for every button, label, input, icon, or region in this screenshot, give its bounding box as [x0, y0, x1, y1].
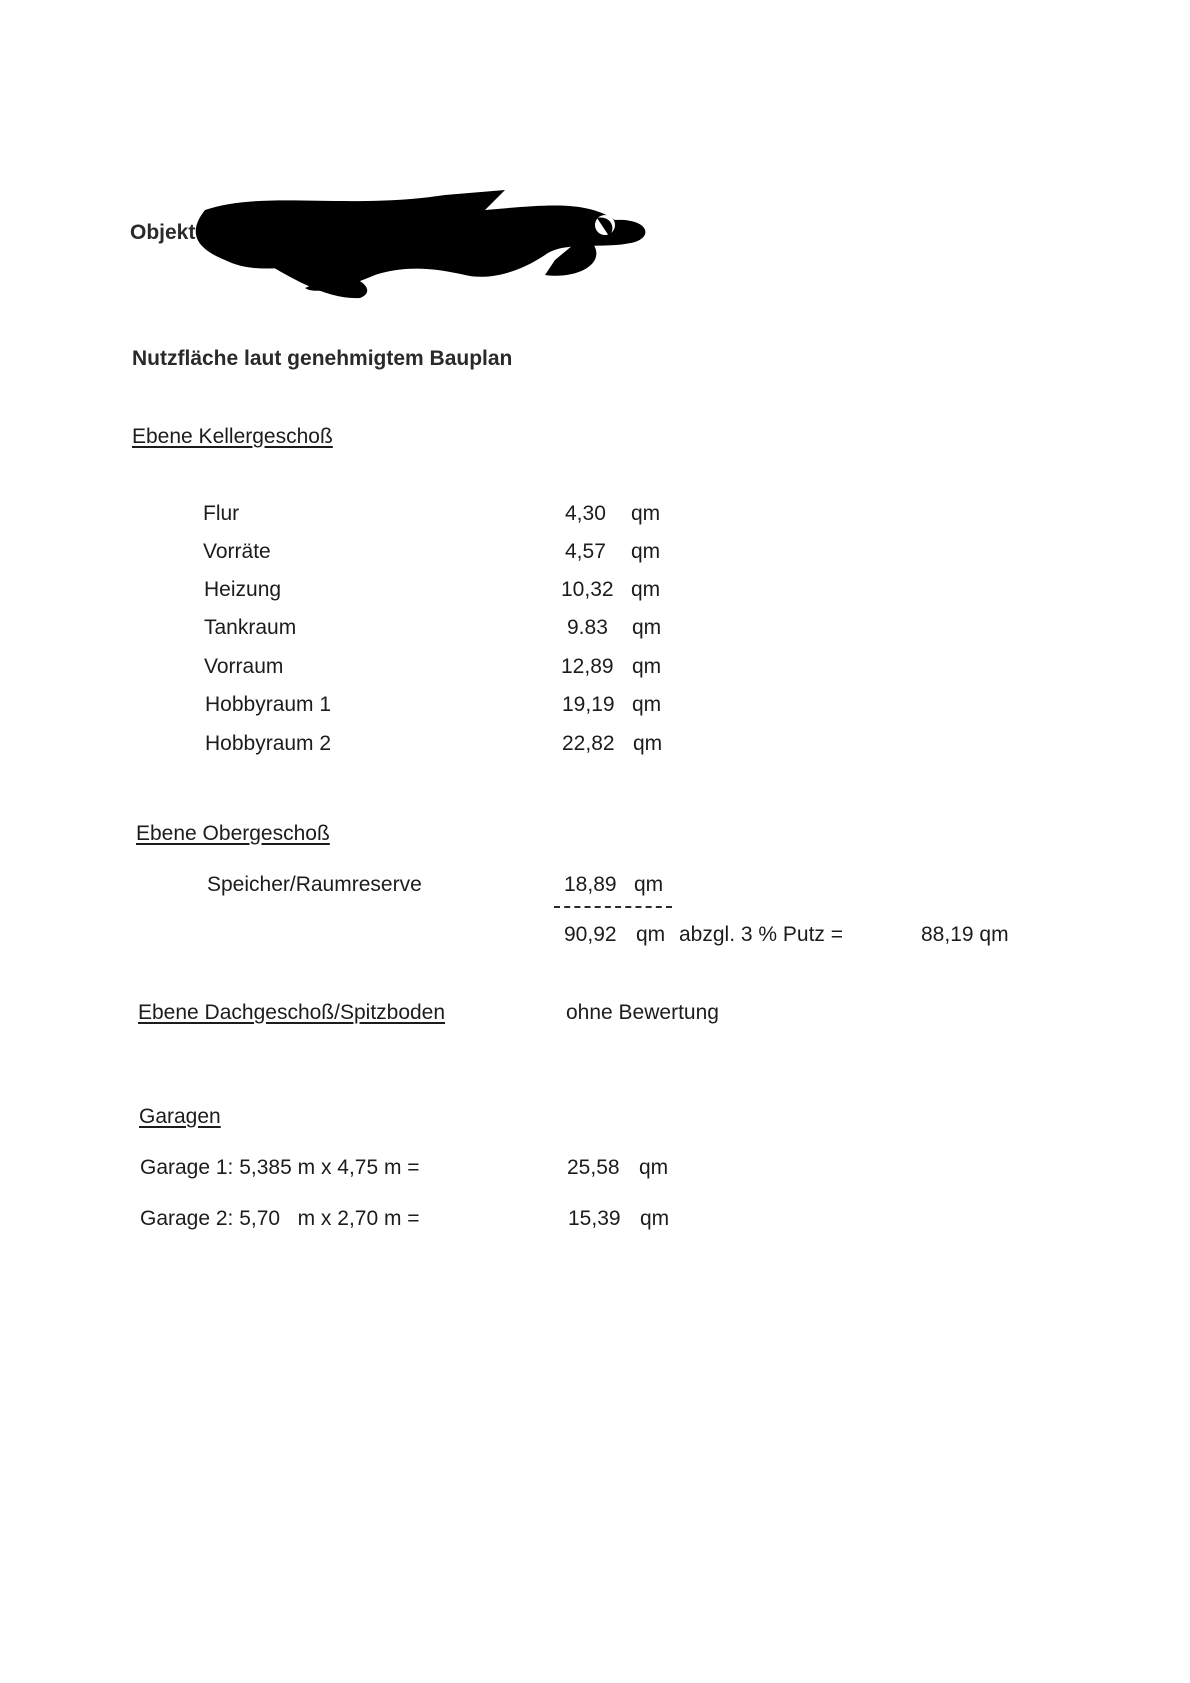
row-value: 4,30 [565, 502, 606, 525]
row-name: Flur [203, 502, 240, 525]
row-value: 4,57 [565, 540, 606, 563]
row-unit: qm [631, 578, 661, 601]
row-unit: qm [632, 655, 662, 678]
row-name: Tankraum [204, 616, 297, 639]
row-value: 9.83 [567, 616, 608, 639]
row-unit: qm [632, 616, 662, 639]
row-value: 22,82 [562, 732, 615, 755]
row-name: Heizung [204, 578, 282, 601]
row-unit: qm [631, 502, 661, 525]
section-heading-ober: Ebene Obergeschoß [136, 822, 330, 845]
row-unit: qm [632, 693, 662, 716]
total-unit: qm [636, 923, 666, 946]
garage-formula: Garage 1: 5,385 m x 4,75 m = [140, 1156, 420, 1179]
sum-divider [554, 906, 672, 908]
row-value: 10,32 [561, 578, 614, 601]
dach-note: ohne Bewertung [566, 1001, 719, 1024]
row-value: 19,19 [562, 693, 615, 716]
row-name: Speicher/Raumreserve [207, 873, 422, 896]
row-name: Hobbyraum 2 [205, 732, 332, 755]
row-unit: qm [634, 873, 664, 896]
section-heading-dach: Ebene Dachgeschoß/Spitzboden [138, 1001, 446, 1024]
garage-value: 15,39 [568, 1207, 621, 1230]
page-title: Nutzfläche laut genehmigtem Bauplan [132, 347, 513, 370]
row-name: Vorraum [204, 655, 284, 678]
garage-unit: qm [640, 1207, 670, 1230]
row-unit: qm [631, 540, 661, 563]
row-name: Vorräte [203, 540, 271, 563]
row-name: Hobbyraum 1 [205, 693, 332, 716]
deduction-label: abzgl. 3 % Putz = [679, 923, 844, 946]
object-label: Objekt [130, 221, 196, 244]
garage-formula: Garage 2: 5,70 m x 2,70 m = [140, 1207, 420, 1230]
net-total: 88,19 qm [921, 923, 1009, 946]
row-value: 18,89 [564, 873, 617, 896]
section-heading-garagen: Garagen [139, 1105, 221, 1128]
row-value: 12,89 [561, 655, 614, 678]
section-heading-keller: Ebene Kellergeschoß [132, 425, 333, 448]
row-unit: qm [633, 732, 663, 755]
total-value: 90,92 [564, 923, 617, 946]
garage-unit: qm [639, 1156, 669, 1179]
garage-value: 25,58 [567, 1156, 620, 1179]
redaction-mark [185, 180, 665, 310]
